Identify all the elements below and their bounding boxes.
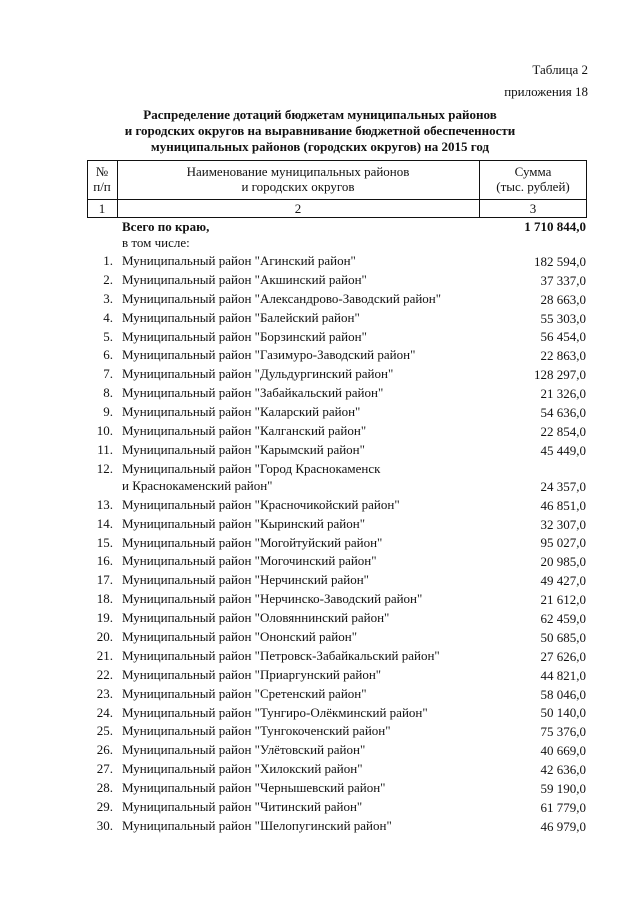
row-name [122, 365, 482, 382]
row-number: 16. [96, 553, 113, 569]
row-value: 22 863,0 [540, 348, 586, 364]
row-name [122, 685, 482, 702]
row-name [122, 496, 482, 513]
row-name-line: Муниципальный район "Карымский район" [122, 441, 365, 457]
row-number: 7. [103, 366, 113, 382]
row-value: 61 779,0 [540, 799, 586, 815]
row-number: 29. [96, 799, 113, 815]
row-value: 50 140,0 [540, 705, 586, 721]
row-number: 27. [96, 761, 113, 777]
document-title [90, 107, 550, 155]
row-value: 182 594,0 [534, 253, 586, 269]
row-name [122, 647, 482, 664]
row-name [122, 252, 482, 269]
row-value: 75 376,0 [540, 724, 586, 740]
row-name-line: Муниципальный район "Красночикойский район" [122, 496, 400, 512]
row-name-line: Муниципальный район "Забайкальский район" [122, 385, 384, 401]
total-value: 1 710 844,0 [524, 219, 586, 234]
table-row [87, 328, 587, 347]
row-name-line: Муниципальный район "Читинский район" [122, 799, 363, 815]
row-name-line: Муниципальный район "Шелопугинский район" [122, 817, 392, 833]
row-name [122, 422, 482, 439]
row-name [122, 384, 482, 401]
row-name-line: Муниципальный район "Акшинский район" [122, 271, 367, 287]
row-number: 14. [96, 515, 113, 531]
row-value: 32 307,0 [540, 516, 586, 532]
row-number: 26. [96, 742, 113, 758]
table-row [87, 817, 587, 836]
header-num: № п/п [93, 164, 111, 194]
row-value: 59 190,0 [540, 781, 586, 797]
row-number: 19. [96, 610, 113, 626]
header-name: Наименование муниципальных районов и городских округов [186, 164, 410, 194]
including-label: в том числе: [122, 235, 190, 250]
table-row [87, 271, 587, 290]
table-row [87, 704, 587, 723]
row-name [122, 460, 482, 494]
table-row [87, 760, 587, 779]
table-row [87, 346, 587, 365]
table-row [87, 552, 587, 571]
row-number: 22. [96, 666, 113, 682]
table-header [87, 160, 587, 218]
row-number: 13. [96, 496, 113, 512]
row-value: 50 685,0 [540, 629, 586, 645]
table-row [87, 365, 587, 384]
row-value: 21 326,0 [540, 386, 586, 402]
row-value: 42 636,0 [540, 762, 586, 778]
row-name-line: Муниципальный район "Агинский район" [122, 253, 356, 268]
row-value: 44 821,0 [540, 667, 586, 683]
row-value: 27 626,0 [540, 648, 586, 664]
table-row [87, 403, 587, 422]
row-number: 8. [103, 385, 113, 401]
row-value: 28 663,0 [540, 291, 586, 307]
column-number-1: 1 [98, 201, 106, 216]
row-name [122, 515, 482, 532]
table-row [87, 309, 587, 328]
row-number: 15. [96, 534, 113, 550]
row-value: 24 357,0 [540, 478, 586, 494]
row-name [122, 722, 482, 739]
row-value: 46 979,0 [540, 818, 586, 834]
table-row [87, 666, 587, 685]
row-name-line: Муниципальный район "Дульдургинский район" [122, 366, 394, 382]
row-value: 20 985,0 [540, 554, 586, 570]
row-name-line: Муниципальный район "Каларский район" [122, 404, 361, 420]
table-row [87, 460, 587, 496]
row-name [122, 441, 482, 458]
row-name [122, 271, 482, 288]
row-value: 49 427,0 [540, 573, 586, 589]
table-body [87, 252, 587, 836]
row-name [122, 741, 482, 758]
table-row [87, 609, 587, 628]
row-name-line: Муниципальный район "Тунгиро-Олёкминский район" [122, 704, 428, 720]
row-name-line: Муниципальный район "Газимуро-Заводский район" [122, 347, 416, 363]
table-row [87, 722, 587, 741]
table-row [87, 798, 587, 817]
table-row [87, 290, 587, 309]
row-value: 45 449,0 [540, 442, 586, 458]
row-value: 37 337,0 [540, 272, 586, 288]
table-row [87, 628, 587, 647]
row-name-line: Муниципальный район "Петровск-Забайкальский район" [122, 647, 440, 663]
row-name-line: и Краснокаменский район" [122, 477, 273, 493]
table-row [87, 496, 587, 515]
row-number: 21. [96, 647, 113, 663]
row-name-line: Муниципальный район "Нерчинско-Заводский район" [122, 591, 423, 607]
table-row [87, 515, 587, 534]
row-name-line: Муниципальный район "Калганский район" [122, 423, 367, 439]
row-value: 21 612,0 [540, 592, 586, 608]
row-name [122, 779, 482, 796]
row-number: 10. [96, 423, 113, 439]
table-row [87, 534, 587, 553]
row-name [122, 798, 482, 815]
row-value: 58 046,0 [540, 686, 586, 702]
row-name [122, 817, 482, 834]
row-name [122, 328, 482, 345]
row-number: 11. [97, 441, 113, 457]
row-name-line: Муниципальный район "Александрово-Заводский район" [122, 290, 442, 306]
row-name-line: Муниципальный район "Могойтуйский район" [122, 534, 383, 550]
row-name-line: Муниципальный район "Ононский район" [122, 629, 358, 645]
row-name-line: Муниципальный район "Город Краснокаменск [122, 460, 381, 476]
row-value: 62 459,0 [540, 611, 586, 627]
table-row [87, 647, 587, 666]
row-value: 55 303,0 [540, 310, 586, 326]
row-name [122, 628, 482, 645]
row-value: 54 636,0 [540, 405, 586, 421]
row-name [122, 346, 482, 363]
title-line: Распределение дотаций бюджетам муниципальных районов [143, 107, 497, 122]
row-number: 6. [103, 347, 113, 363]
table-row [87, 685, 587, 704]
row-number: 4. [103, 309, 113, 325]
title-line: муниципальных районов (городских округов) на 2015 год [150, 139, 490, 154]
row-name [122, 290, 482, 307]
total-label: Всего по краю, [122, 219, 210, 234]
row-number: 5. [103, 328, 113, 344]
table-row [87, 422, 587, 441]
row-number: 20. [96, 629, 113, 645]
row-name [122, 609, 482, 626]
row-number: 17. [96, 572, 113, 588]
table-row [87, 779, 587, 798]
header-sum: Сумма (тыс. рублей) [496, 164, 570, 194]
row-name-line: Муниципальный район "Сретенский район" [122, 685, 367, 701]
row-name [122, 590, 482, 607]
row-name [122, 571, 482, 588]
row-name [122, 552, 482, 569]
row-name-line: Муниципальный район "Чернышевский район" [122, 780, 386, 796]
row-name [122, 309, 482, 326]
table-row [87, 384, 587, 403]
row-name-line: Муниципальный район "Нерчинский район" [122, 572, 369, 588]
table-row [87, 571, 587, 590]
row-number: 3. [103, 290, 113, 306]
row-name [122, 534, 482, 551]
row-number: 2. [103, 271, 113, 287]
row-value: 95 027,0 [540, 535, 586, 551]
row-value: 46 851,0 [540, 497, 586, 513]
row-name-line: Муниципальный район "Могочинский район" [122, 553, 377, 569]
table-row [87, 441, 587, 460]
row-name [122, 666, 482, 683]
row-name-line: Муниципальный район "Хилокский район" [122, 761, 363, 777]
row-name [122, 403, 482, 420]
row-number: 9. [103, 404, 113, 420]
row-name-line: Муниципальный район "Приаргунский район" [122, 666, 382, 682]
row-number: 28. [96, 780, 113, 796]
row-value: 56 454,0 [540, 329, 586, 345]
row-name-line: Муниципальный район "Кыринский район" [122, 515, 366, 531]
row-number: 25. [96, 723, 113, 739]
row-value: 22 854,0 [540, 423, 586, 439]
row-number: 24. [96, 704, 113, 720]
title-line: и городских округов на выравнивание бюджетной обеспеченности [124, 123, 516, 138]
row-number: 18. [96, 591, 113, 607]
table-row [87, 590, 587, 609]
row-value: 40 669,0 [540, 743, 586, 759]
row-name-line: Муниципальный район "Борзинский район" [122, 328, 367, 344]
row-value: 128 297,0 [534, 367, 586, 383]
row-number: 23. [96, 685, 113, 701]
column-number-2: 2 [294, 201, 302, 216]
row-name-line: Муниципальный район "Балейский район" [122, 309, 360, 325]
row-name [122, 760, 482, 777]
row-name-line: Муниципальный район "Оловяннинский район" [122, 610, 390, 626]
row-number: 12. [96, 460, 113, 476]
row-number: 1. [103, 253, 113, 268]
row-name-line: Муниципальный район "Улётовский район" [122, 742, 366, 758]
table-row [87, 252, 587, 271]
row-number: 30. [96, 817, 113, 833]
row-name [122, 704, 482, 721]
table-row [87, 741, 587, 760]
row-name-line: Муниципальный район "Тунгокоченский район" [122, 723, 391, 739]
column-number-3: 3 [529, 201, 537, 216]
appendix-label: приложения 18 [504, 84, 588, 99]
table-number-label: Таблица 2 [532, 62, 588, 77]
